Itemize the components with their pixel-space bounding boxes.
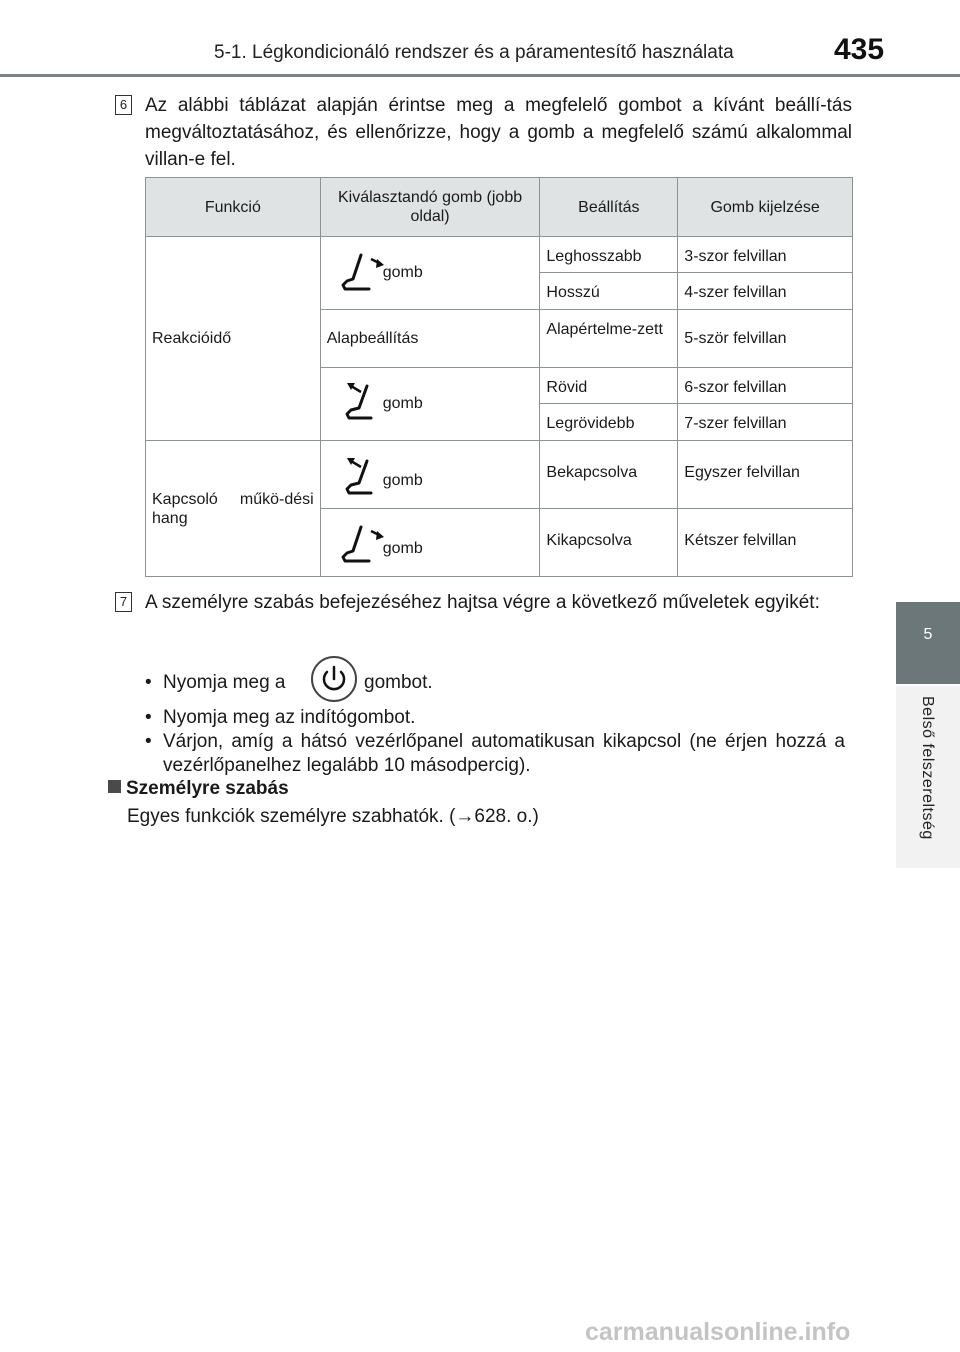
function-reakcioido: Reakcióidő [146, 237, 321, 441]
display-cell: Kétszer felvillan [678, 509, 853, 577]
button-label: gomb [382, 472, 423, 489]
bullet-text-b: gombot. [364, 672, 433, 693]
display-cell: 7-szer felvillan [678, 404, 853, 441]
col-header-gomb: Kiválasztandó gomb (jobb oldal) [320, 178, 540, 237]
bullet-dot: • [145, 672, 152, 693]
setting-cell: Bekapcsolva [540, 441, 678, 509]
setting-cell: Hosszú [540, 273, 678, 310]
button-cell-right [320, 237, 540, 310]
button-label: gomb [382, 395, 423, 412]
seat-recline-forward-icon [339, 455, 389, 497]
bullet-text: Nyomja meg az indítógombot. [163, 707, 416, 728]
side-tab-number: 5 [896, 602, 960, 684]
table-row [146, 237, 853, 273]
settings-table [145, 177, 853, 577]
setting-cell: Kikapcsolva [540, 509, 678, 577]
header-title: 5-1. Légkondicionáló rendszer és a páramentesítő használata [214, 42, 734, 63]
seat-recline-back-icon [339, 251, 389, 293]
function-kapcsolo: Kapcsoló műkö-dési hang [146, 441, 321, 577]
display-cell: 5-ször felvillan [678, 310, 853, 368]
default-setting-cell: Alapbeállítás [320, 310, 540, 368]
setting-cell: Rövid [540, 368, 678, 404]
section-title: Személyre szabás [126, 778, 289, 799]
table-header-row [146, 178, 853, 237]
col-header-kijelzes: Gomb kijelzése [678, 178, 853, 237]
setting-cell: Leghosszabb [540, 237, 678, 273]
bullet-dot: • [145, 707, 152, 728]
step-7-text: A személyre szabás befejezéséhez hajtsa végre a következő műveletek egyikét: [145, 592, 820, 613]
seat-recline-forward-icon [339, 380, 389, 422]
section-text: Egyes funkciók személyre szabhatók. (→628. o.) [127, 806, 539, 827]
power-button-icon [311, 656, 357, 702]
button-cell-left [320, 368, 540, 441]
header-divider [0, 74, 960, 77]
seat-recline-back-icon [339, 523, 389, 565]
section-square-icon [108, 780, 121, 793]
watermark: carmanualsonline.info [585, 1318, 851, 1346]
step-number-6: 6 [115, 95, 132, 115]
table-row [146, 441, 853, 509]
side-tab-label-box [896, 686, 960, 868]
display-cell: 3-szor felvillan [678, 237, 853, 273]
display-cell: Egyszer felvillan [678, 441, 853, 509]
button-cell-left [320, 441, 540, 509]
col-header-beallitas: Beállítás [540, 178, 678, 237]
setting-cell: Alapértelme-zett [540, 310, 678, 368]
setting-cell: Legrövidebb [540, 404, 678, 441]
side-tab-label: Belső felszereltség [919, 696, 936, 840]
display-cell: 4-szer felvillan [678, 273, 853, 310]
step-6-text: Az alábbi táblázat alapján érintse meg a megfelelő gombot a kívánt beállí-tás megváltoztatásához, és ellenőrizze, hogy a gomb a megfelelő számú alkalommal villan-e fel. [145, 95, 852, 170]
button-label: gomb [382, 540, 423, 557]
display-cell: 6-szor felvillan [678, 368, 853, 404]
bullet-text: Várjon, amíg a hátsó vezérlőpanel automatikusan kikapcsol (ne érjen hozzá a vezérlőpanelhez legalább 10 másodpercig). [163, 731, 845, 776]
col-header-funkcio: Funkció [146, 178, 321, 237]
step-number-7: 7 [115, 592, 132, 612]
page-number: 435 [834, 33, 885, 66]
button-cell-right [320, 509, 540, 577]
bullet-dot: • [145, 731, 152, 752]
button-label: gomb [382, 264, 423, 281]
bullet-text-a: Nyomja meg a [163, 672, 286, 693]
section-heading [108, 778, 289, 800]
